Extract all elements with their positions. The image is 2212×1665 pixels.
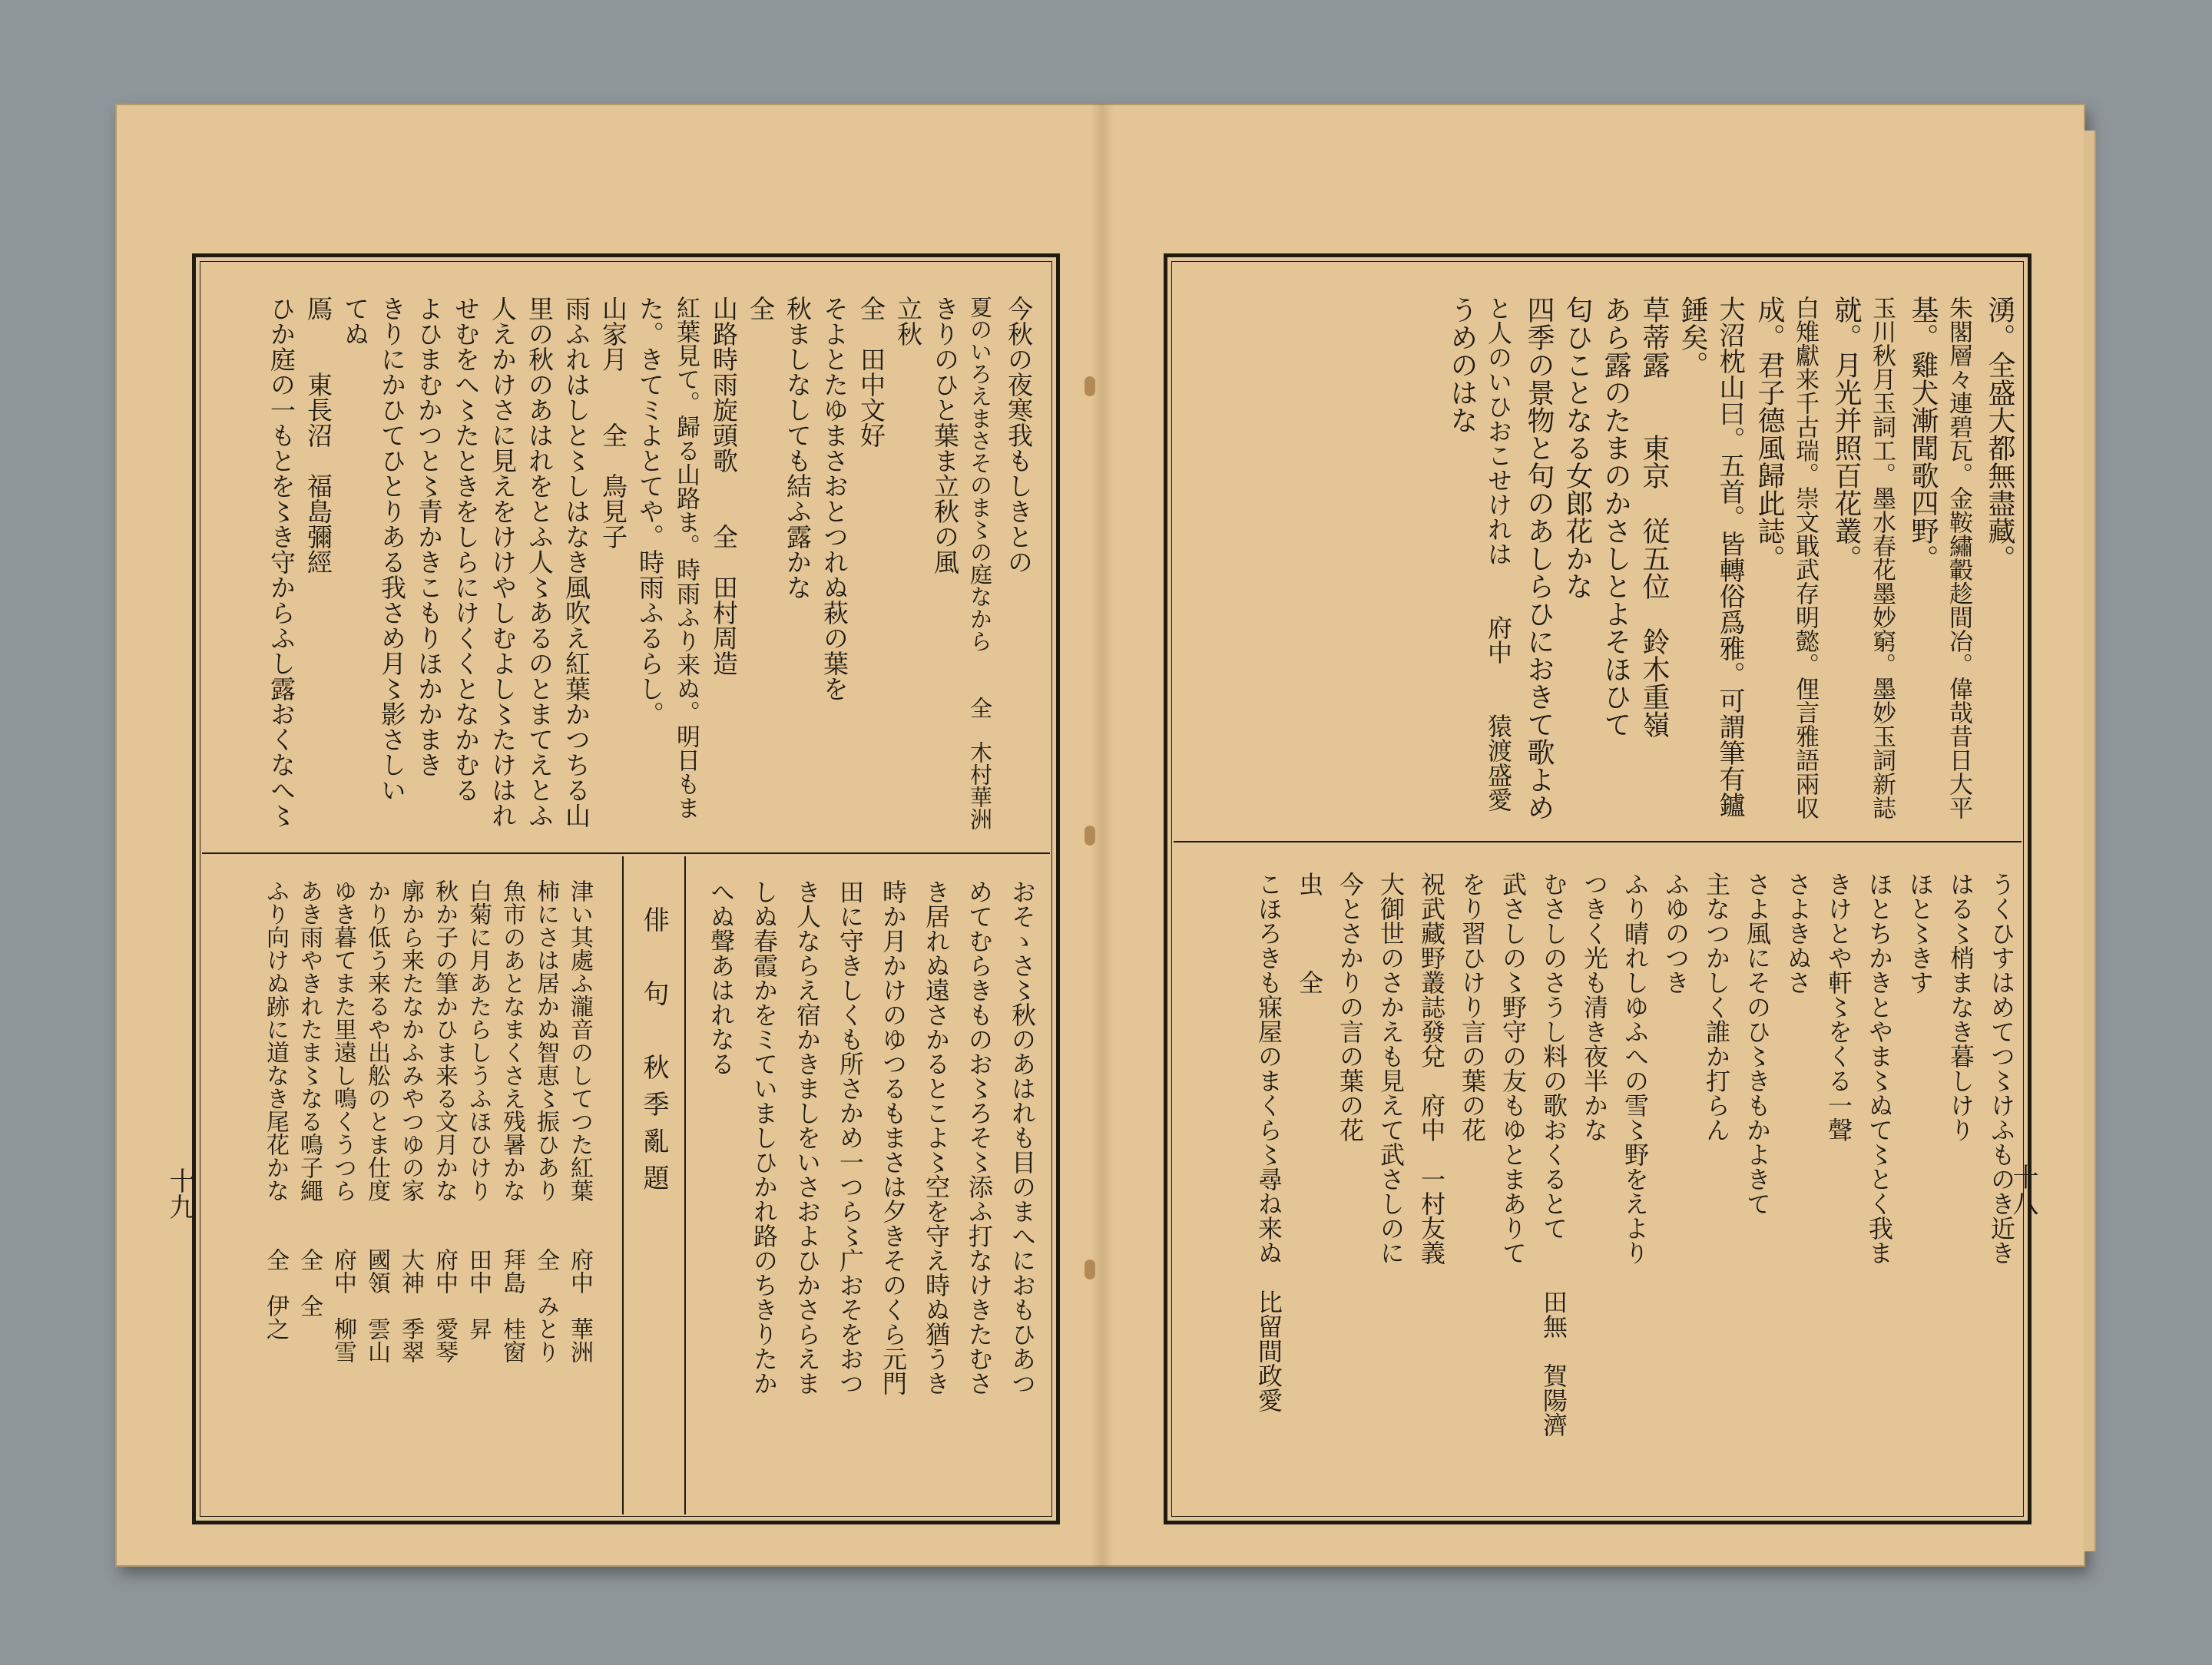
page-number-right: 十八 (2008, 1164, 2038, 1216)
column-divider (684, 856, 686, 1514)
page-stack-edge (2084, 131, 2096, 1551)
text-column: 全 (746, 296, 776, 321)
text-column: 今秋の夜寒我もしきとの (1004, 296, 1034, 574)
text-column: き人ならえ宿かきましをいさおよひかさらえま (793, 879, 822, 1395)
text-column: めてむらきものお〻ろそ〻添ふ打なけきたむさ (965, 879, 994, 1395)
text-column: きけとや軒〻をくる一聲 (1824, 872, 1853, 1142)
binding-hole (1084, 826, 1095, 846)
text-column: きりにかひてひとりある我さめ月〻影さしい (377, 296, 407, 803)
text-column: ふゆのつき (1661, 872, 1690, 995)
column-divider (622, 856, 624, 1514)
text-column: 山家月 全 鳥見子 (598, 296, 628, 549)
text-column: 夏のいろえまさそのま〻の庭なから 全 木村華洲 (967, 296, 993, 830)
text-column: 大沼枕山曰。五首。皆轉俗爲雅。可謂筆有鑪 (1714, 296, 1745, 818)
text-column: よひまむかつと〻青かきこもりほかかまき (414, 296, 444, 777)
text-column: 湧。全盛大都無盡藏。 (1984, 296, 2015, 572)
text-column: 全 田中文好 (856, 296, 886, 448)
text-column: へぬ聲あはれなる (707, 879, 736, 1076)
text-column: てぬ (340, 296, 370, 346)
text-column: 山路時雨旋頭歌 全 田村周造 (709, 296, 739, 676)
text-column: 朱閣層々連碧瓦。金鞍繡轂趁間冶。偉哉昔日大平 (1945, 296, 1972, 819)
text-column: 津い其處ふ瀧音のしてつた紅葉 府中 華洲 (566, 879, 593, 1363)
text-column: 里の秋のあはれをとふ人〻あるのとまてえとふ (525, 296, 555, 828)
text-column: 四季の景物と句のあしらひにおきて歌よめ (1523, 296, 1555, 821)
text-column: 紅葉見て。歸る山路ま。時雨ふり来ぬ。明日もま (672, 296, 700, 819)
text-column: こほろきも寐屋のまくら〻尋ね来ぬ 比留間政愛 (1254, 872, 1283, 1412)
text-column: 田に守きしくも所さかめ一つら〻广おそをおつ (836, 879, 865, 1395)
text-column: あき雨やきれたま〻なる鳴子繩 全 全 (296, 879, 323, 1317)
text-column: ふり晴れしゆふへの雪〻野をえより (1621, 872, 1650, 1265)
text-column: ひか庭の一もとを〻き守からふし露おくなへ〻 (267, 296, 296, 828)
text-column: ふり向けぬ跡に道なき尾花かな 全 伊之 (262, 879, 289, 1340)
right-page (1164, 253, 2032, 1524)
text-column: つきく光も清き夜半かな (1580, 872, 1609, 1142)
text-column: 錘矣。 (1677, 296, 1708, 379)
haiku-heading: 俳 句 秋季亂題 (638, 906, 669, 1201)
text-column: 秋ましなしても結ふ露かな (783, 296, 813, 600)
text-column: しぬ春霞かをミていましひかれ路のちきりたか (750, 879, 779, 1395)
text-column: 立秋 (893, 296, 923, 346)
text-column: 白雉獻来千古瑞。崇文戢武存明懿。俚言雅語兩収 (1791, 296, 1819, 819)
text-column: ゆき暮てまた里遠し鳴くうつら 府中 柳雪 (329, 879, 356, 1363)
text-column: 白菊に月あたらしうふほひけり 田中 昇 (465, 879, 492, 1340)
text-column: ほと〻きす (1906, 872, 1935, 995)
text-column: 大御世のさかえも見えて武さしのに (1376, 872, 1406, 1265)
text-column: 時か月かけのゆつるもまさは夕きそのくら元門 (879, 879, 908, 1395)
text-column: 魚市のあとなまくさえ残暑かな 拜島 桂窗 (498, 879, 525, 1363)
section-divider (1174, 841, 2022, 842)
text-column: さよきぬさ (1783, 872, 1813, 995)
text-column: 柿にさは居かぬ智恵〻振ひあり 全 みとり (532, 879, 559, 1363)
text-column: 基。雞犬漸聞歌四野。 (1907, 296, 1939, 572)
text-column: 就。月光并照百花叢。 (1830, 296, 1862, 572)
text-column: うめのはな (1446, 296, 1478, 434)
text-column: ほとちかきとやま〻ぬて〻とく我ま (1865, 872, 1894, 1265)
text-column: はる〻梢まなき暮しけり (1946, 872, 1975, 1142)
text-column: 廓から来たなかふみやつゆの家 大神 季翠 (397, 879, 424, 1363)
text-column: そよとたゆまさおとつれぬ萩の葉を (820, 296, 849, 701)
text-column: かり低う来るや出舩のとま仕度 國領 雲山 (363, 879, 390, 1363)
text-column: た。きてミよとてや。時雨ふるらし。 (635, 296, 665, 727)
text-column: 武さしの〻野守の友もゆとまありて (1498, 872, 1528, 1265)
text-column: あら露のたまのかさしとよそほひて (1600, 296, 1631, 738)
binding-hole (1084, 376, 1095, 396)
text-column: 成。君子德風歸此誌。 (1753, 296, 1785, 572)
text-column: をり習ひけり言の葉の花 (1458, 872, 1487, 1142)
text-column: さよ風にそのひ〻きもかよきて (1743, 872, 1772, 1216)
text-column: 秋か子の筆かひま来る文月かな 府中 愛琴 (431, 879, 458, 1363)
text-column: 今とさかりの言の葉の花 (1336, 872, 1365, 1142)
text-column: き居れぬ遠さかるとこよ〻空を守え時ぬ猶うき (922, 879, 951, 1395)
left-page (192, 253, 1060, 1524)
binding-hole (1084, 1260, 1095, 1279)
text-column: むさしのさうし料の歌おくるとて 田無 賀陽濟 (1539, 872, 1568, 1437)
text-column: 人えかけさに見えをけけやしむよし〻たけはれ (488, 296, 518, 828)
text-column: 祝武藏野叢誌發兌 府中 一村友義 (1417, 872, 1446, 1265)
text-column: 匂ひことなる女郎花かな (1561, 296, 1593, 600)
text-column: 雨ふれはしと〻しはなき風吹え紅葉かつちる山 (561, 296, 591, 828)
document-scan (115, 104, 2085, 1567)
text-column: うくひすはめてつ〻けふものき近き (1987, 872, 2016, 1265)
text-column: 虫 全 (1295, 872, 1324, 995)
text-column: せむをへ〻たときをしらにけくくとなかむる (451, 296, 481, 803)
text-column: 玉川秋月玉詞工。墨水春花墨妙窮。墨妙玉詞新誌 (1868, 296, 1896, 819)
text-column: 主なつかしく誰か打らん (1702, 872, 1731, 1142)
text-column: おそゝさ〻秋のあはれも目のまへにおもひあつ (1008, 879, 1037, 1395)
text-column: 鳫 東長沼 福島彌經 (303, 296, 333, 574)
text-column: と人のいひおこせけれは 府中 猿渡盛愛 (1484, 296, 1513, 812)
text-column: 草蒂露 東京 従五位 鈴木重嶺 (1638, 296, 1670, 738)
text-column: きりのひと葉ま立秋の風 (930, 296, 960, 574)
page-number-left: 十九 (164, 1167, 195, 1220)
section-divider (202, 852, 1050, 854)
